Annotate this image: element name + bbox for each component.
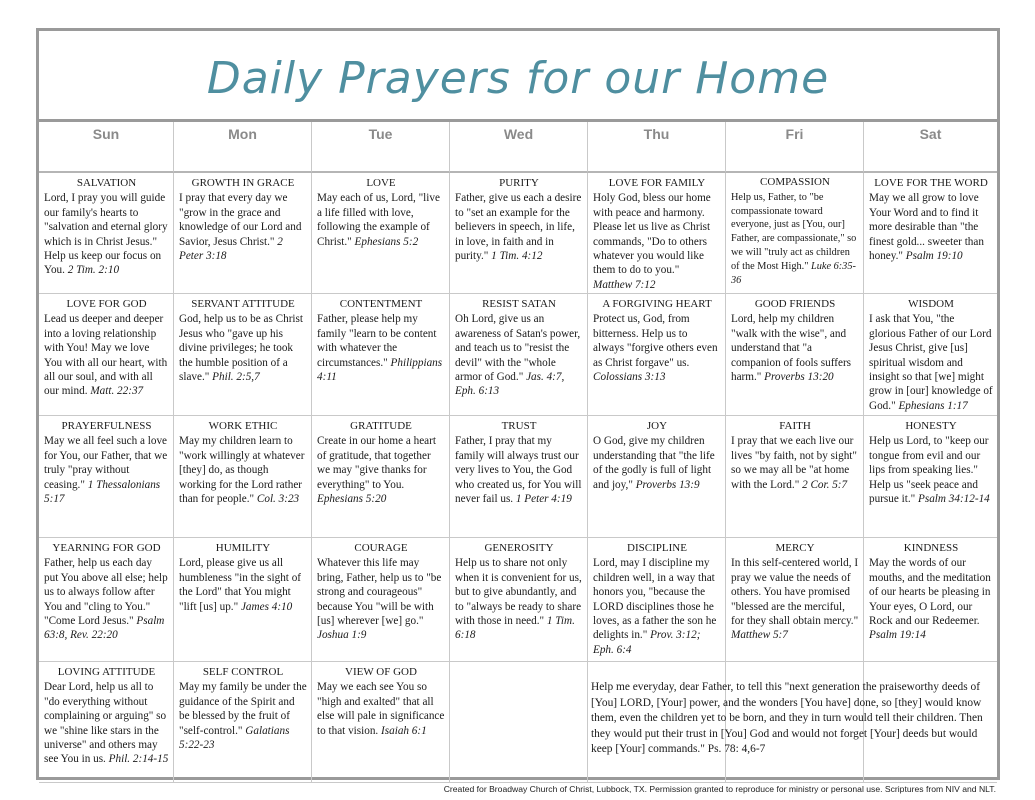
prayer-text: Lord, may I discipline my children well, in a way that honors you, "because the LORD disciplines those he loves, as a father the son he delights in." — [593, 557, 717, 642]
prayer-topic: WISDOM — [908, 298, 954, 310]
prayer-topic: MERCY — [775, 542, 815, 554]
prayer-text: Whatever this life may bring, Father, help us to "be strong and courageous" because You "will be with [us] wherever [we] go." — [317, 557, 442, 628]
scripture-reference: Ephesians 5:2 — [354, 235, 419, 248]
prayer-cell-love-for-god — [39, 294, 174, 416]
prayer-topic: LOVE — [366, 177, 396, 189]
prayer-topic: COMPASSION — [760, 176, 830, 188]
prayer-text: May the words of our mouths, and the meditation of our hearts be pleasing in Your eyes, O Lord, our Rock and our Redeemer. — [869, 557, 991, 628]
day-header-sun: Sun — [39, 122, 174, 173]
prayer-topic: GRATITUDE — [350, 420, 412, 432]
prayer-topic: YEARNING FOR GOD — [52, 542, 161, 554]
prayer-text: Protect us, God, from bitterness. Help us to always "forgive others even as Christ forgave" us. — [593, 313, 718, 369]
scripture-reference: 1 Thessalonians 5:17 — [44, 478, 161, 506]
prayer-topic: RESIST SATAN — [482, 298, 556, 310]
prayer-topic: KINDNESS — [903, 542, 959, 554]
prayer-cell-humility — [174, 538, 312, 662]
prayer-text: May we all feel such a love for You, our Father, that we truly "pray without ceasing." — [44, 435, 168, 491]
prayer-topic: HUMILITY — [215, 542, 271, 554]
prayer-text: Help us Lord, to "keep our tongue from evil and our lips from speaking lies." Help us "seek peace and pursue it." — [869, 435, 989, 506]
empty-cell — [450, 662, 588, 783]
prayer-topic: GENEROSITY — [484, 542, 554, 554]
prayer-cell-good-friends — [726, 294, 864, 416]
day-header-wed: Wed — [450, 122, 588, 173]
prayer-topic: LOVING ATTITUDE — [57, 666, 156, 678]
prayer-topic: SELF CONTROL — [202, 666, 284, 678]
prayer-text: I pray that we each live our lives "by faith, not by sight" so we may all be "at home with the Lord." — [731, 435, 857, 491]
prayer-cell-generosity — [450, 538, 588, 662]
prayer-text: Help us to share not only when it is convenient for us, but to give abundantly, and to "always be ready to share with those in need." — [455, 557, 582, 628]
prayer-cell-love — [312, 173, 450, 294]
title-band — [39, 31, 997, 119]
prayer-text: Father, please help my family "learn to be content with whatever the circumstances." — [317, 313, 437, 369]
prayer-text: Father, help us each day put You above all else; help us to always follow after You and "cling to You." "Come Lord Jesus." — [44, 557, 168, 628]
prayer-topic: PURITY — [499, 177, 539, 189]
prayer-cell-servant-attitude — [174, 294, 312, 416]
prayer-cell-loving-attitude — [39, 662, 174, 783]
prayer-text: May my children learn to "work willingly at whatever [they] do, as though working for the Lord rather than for people." — [179, 435, 305, 506]
prayer-topic: WORK ETHIC — [208, 420, 278, 432]
prayer-text: Lord, help my children "walk with the wise", and understand that "a companion of fools suffers harm." — [731, 313, 852, 384]
scripture-reference: Psalm 19:10 — [905, 250, 963, 263]
prayer-text: Lord, please give us all humbleness "in the sight of the Lord" that You might "lift [us] up." — [179, 557, 302, 613]
prayer-cell-discipline — [588, 538, 726, 662]
scripture-reference: James 4:10 — [240, 600, 293, 613]
prayer-cell-compassion — [726, 173, 864, 294]
scripture-reference: 2 Peter 3:18 — [179, 235, 283, 263]
day-header-mon: Mon — [174, 122, 312, 173]
prayer-cell-resist-satan — [450, 294, 588, 416]
footer-credit: Created for Broadway Church of Christ, Lubbock, TX. Permission granted to reproduce for ministry or personal use. Scriptures from NIV and NLT. — [443, 784, 996, 794]
prayer-cell-gratitude — [312, 416, 450, 538]
scripture-reference: Ephesians 1:17 — [898, 399, 968, 412]
prayer-cell-wisdom — [864, 294, 997, 416]
scripture-reference: 2 Tim. 2:10 — [67, 264, 120, 277]
prayer-text: May we all grow to love Your Word and to find it more desirable than "the finest gold... sweeter than honey." — [869, 192, 984, 263]
prayer-topic: FAITH — [779, 420, 811, 432]
scripture-reference: Ephesians 5:20 — [317, 493, 387, 506]
scripture-reference: 1 Tim. 4:12 — [491, 250, 543, 263]
prayer-text: Lead us deeper and deeper into a loving relationship with You! May we love You with all our heart, with all our soul, and with all our mind. — [44, 313, 168, 398]
scripture-reference: Psalm 34:12-14 — [918, 493, 990, 506]
scripture-reference: Philippians 4:11 — [317, 356, 443, 384]
prayer-topic: VIEW OF GOD — [345, 666, 417, 678]
prayer-cell-purity — [450, 173, 588, 294]
scripture-reference: Joshua 1:9 — [317, 629, 367, 642]
prayer-topic: GOOD FRIENDS — [754, 298, 836, 310]
prayer-calendar-grid — [39, 119, 997, 780]
prayer-text: Father, I pray that my family will always trust our very lives to You, the God who created us, for You will never fail us. — [455, 435, 582, 506]
scripture-reference: Proverbs 13:20 — [764, 371, 834, 384]
prayer-text: In this self-centered world, I pray we value the needs of others. You have promised "blessed are the merciful, for they shall obtain mercy." — [731, 557, 859, 628]
prayer-topic: A FORGIVING HEART — [602, 298, 712, 310]
prayer-text: Father, give us each a desire to "set an example for the believers in speech, in life, in love, in faith and in purity." — [455, 192, 582, 263]
day-header-thu: Thu — [588, 122, 726, 173]
scripture-reference: 2 Cor. 5:7 — [802, 478, 848, 491]
prayer-cell-faith — [726, 416, 864, 538]
scripture-reference: Jas. 4:7, Eph. 6:13 — [455, 371, 565, 398]
prayer-cell-love-for-family — [588, 173, 726, 294]
prayer-text: O God, give my children understanding that "the life of the godly is full of light and joy," — [593, 435, 715, 491]
scripture-reference: 1 Peter 4:19 — [515, 493, 572, 506]
scripture-reference: Colossians 3:13 — [593, 371, 666, 384]
prayer-text: Create in our home a heart of gratitude, that together we may "give thanks for everything" to You. — [317, 435, 436, 491]
prayer-topic: LOVE FOR THE WORD — [874, 177, 988, 189]
prayer-cell-courage — [312, 538, 450, 662]
prayer-topic: JOY — [646, 420, 668, 432]
prayer-text: Lord, I pray you will guide our family's hearts to "salvation and eternal glory which is in Christ Jesus." Help us keep our focus on You. — [44, 192, 168, 277]
scripture-reference: Prov. 3:12; Eph. 6:4 — [593, 629, 701, 656]
prayer-topic: SALVATION — [76, 177, 137, 189]
scripture-reference: Proverbs 13:9 — [635, 478, 700, 491]
prayer-topic: LOVE FOR FAMILY — [608, 177, 706, 189]
prayer-text: May my family be under the guidance of the Spirit and be blessed by the fruit of "self-control." — [179, 681, 307, 737]
scripture-reference: Luke 6:35-36 — [731, 260, 856, 286]
prayer-cell-honesty — [864, 416, 997, 538]
prayer-topic: PRAYERFULNESS — [61, 420, 152, 432]
prayer-topic: CONTENTMENT — [339, 298, 423, 310]
prayer-cell-contentment — [312, 294, 450, 416]
scripture-reference: Phil. 2:14-15 — [108, 753, 169, 766]
closing-prayer: Help me everyday, dear Father, to tell this "next generation the praiseworthy deeds of [You] LORD, [Your] power, and the wonders [You have] done, so [they] would know them, even the children yet to be born, and they in turn would tell their children. Then they would put their trust in [You] God and would not forget [Your] deeds but would keep [Your] commands." Ps. 78: 4,6-7 — [588, 662, 997, 783]
prayer-cell-yearning-for-god — [39, 538, 174, 662]
scripture-reference: Phil. 2:5,7 — [212, 371, 260, 384]
prayer-text: God, help us to be as Christ Jesus who "gave up his divine privileges; he took the humble position of a slave." — [179, 313, 303, 384]
calendar-frame — [36, 28, 1000, 780]
day-header-fri: Fri — [726, 122, 864, 173]
prayer-cell-work-ethic — [174, 416, 312, 538]
prayer-topic: LOVE FOR GOD — [66, 298, 147, 310]
day-header-sat: Sat — [864, 122, 997, 173]
prayer-text: Dear Lord, help us all to "do everything without complaining or arguing" so we "shine like stars in the universe" and others may see You in us. — [44, 681, 167, 766]
prayer-cell-kindness — [864, 538, 997, 662]
scripture-reference: Galatians 5:22-23 — [179, 724, 290, 752]
prayer-cell-prayerfulness — [39, 416, 174, 538]
prayer-text: I pray that every day we "grow in the grace and knowledge of our Lord and Savior, Jesus Christ." — [179, 192, 302, 248]
prayer-cell-view-of-god — [312, 662, 450, 783]
scripture-reference: Matthew 7:12 — [593, 278, 656, 291]
prayer-text: I ask that You, "the glorious Father of our Lord Jesus Christ, give [us] spiritual wisdom and insight so that [we] might grow in [our] knowledge of God." — [869, 313, 993, 412]
scripture-reference: Psalm 63:8, Rev. 22:20 — [44, 615, 165, 642]
prayer-text: Help us, Father, to "be compassionate toward everyone, just as [You, our] Father, are compassionate," so we will "truly act as children of the Most High." — [731, 191, 857, 272]
prayer-topic: DISCIPLINE — [627, 542, 687, 554]
page-title: Daily Prayers for our Home — [206, 53, 830, 104]
prayer-text: Holy God, bless our home with peace and harmony. Please let us live as Christ commands, "Do to others whatever you would like them to do to you." — [593, 192, 711, 277]
prayer-text: Oh Lord, give us an awareness of Satan's power, and teach us to "resist the devil" with the "whole armor of God." — [455, 313, 581, 384]
prayer-cell-joy — [588, 416, 726, 538]
prayer-cell-self-control — [174, 662, 312, 783]
prayer-cell-trust — [450, 416, 588, 538]
scripture-reference: Psalm 19:14 — [869, 629, 926, 642]
prayer-cell-mercy — [726, 538, 864, 662]
scripture-reference: Matthew 5:7 — [731, 629, 788, 642]
prayer-text: May each of us, Lord, "live a life filled with love, following the example of Christ." — [317, 192, 440, 248]
prayer-cell-salvation — [39, 173, 174, 294]
prayer-topic: SERVANT ATTITUDE — [191, 298, 295, 310]
prayer-cell-love-for-the-word — [864, 173, 997, 294]
prayer-cell-growth-in-grace — [174, 173, 312, 294]
prayer-topic: COURAGE — [354, 542, 408, 554]
prayer-topic: HONESTY — [905, 420, 957, 432]
scripture-reference: Matt. 22:37 — [90, 385, 144, 398]
scripture-reference: Col. 3:23 — [256, 493, 300, 506]
prayer-topic: GROWTH IN GRACE — [191, 177, 295, 189]
day-header-tue: Tue — [312, 122, 450, 173]
prayer-topic: TRUST — [501, 420, 537, 432]
prayer-cell-a-forgiving-heart — [588, 294, 726, 416]
scripture-reference: Isaiah 6:1 — [381, 724, 427, 737]
scripture-reference: 1 Tim. 6:18 — [455, 615, 575, 642]
prayer-text: May we each see You so "high and exalted" that all else will pale in significance to that vision. — [317, 681, 445, 737]
